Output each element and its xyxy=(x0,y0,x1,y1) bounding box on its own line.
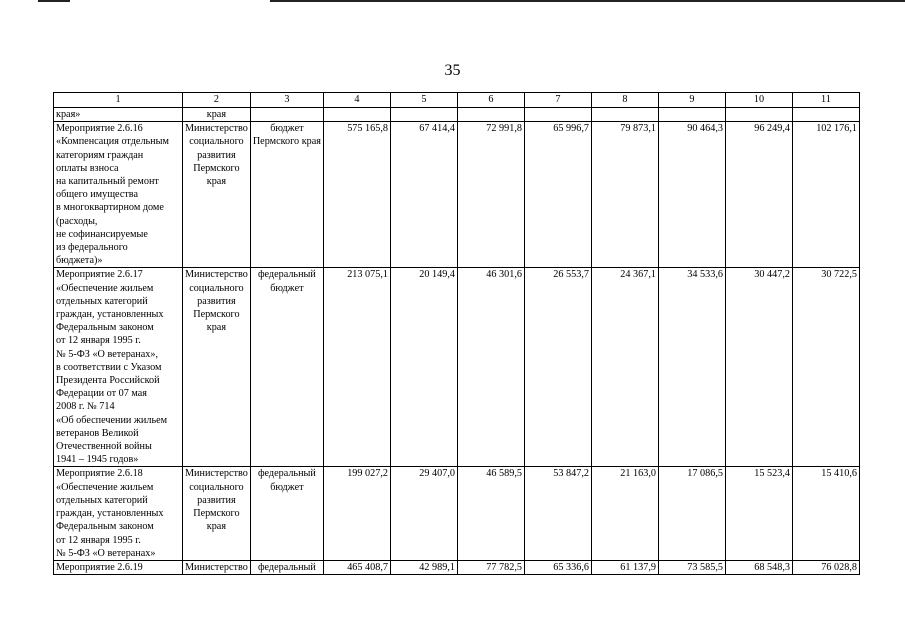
cell-text-line: социального xyxy=(189,136,244,148)
responsible-party-cell xyxy=(183,108,251,122)
cell-text-line: Министерство xyxy=(185,123,248,135)
cell-text-line: (расходы, xyxy=(56,215,98,227)
amount-cell: 72 991,8 xyxy=(457,122,524,268)
responsible-party-cell xyxy=(183,122,251,268)
amount-cell: 65 336,6 xyxy=(524,560,591,574)
activity-name-cell xyxy=(54,122,183,268)
funding-source-cell xyxy=(250,467,323,560)
funding-source-cell xyxy=(250,108,323,122)
funding-source-cell xyxy=(250,268,323,467)
amount-cell: 17 086,5 xyxy=(658,467,725,560)
cell-text-line: Федеральным законом xyxy=(56,521,154,533)
amount-cell xyxy=(457,108,524,122)
amount-cell: 79 873,1 xyxy=(591,122,658,268)
column-number-cell: 7 xyxy=(524,93,591,108)
cell-text-line: Мероприятие 2.6.17 xyxy=(56,269,143,281)
cell-text-line: края xyxy=(206,176,227,188)
amount-cell: 34 533,6 xyxy=(658,268,725,467)
activity-name-cell xyxy=(54,467,183,560)
cell-text-line: Пермского xyxy=(193,508,240,520)
cell-text-line: Министерство xyxy=(185,468,248,480)
cell-text-line: «Обеспечение жильем xyxy=(56,481,154,493)
cell-text-line: края xyxy=(206,109,227,120)
column-number-cell: 5 xyxy=(390,93,457,108)
activity-name-cell xyxy=(54,560,183,574)
cell-text-line: федеральный xyxy=(257,561,316,573)
cell-text-line: развития xyxy=(197,295,236,307)
cell-text-line: федеральный xyxy=(257,468,316,480)
column-number-header-row xyxy=(54,93,860,108)
cell-text-line: Мероприятие 2.6.18 xyxy=(56,468,143,480)
amount-cell: 29 407,0 xyxy=(390,467,457,560)
amount-cell xyxy=(390,108,457,122)
cell-text-line: социального xyxy=(189,282,244,294)
cell-text-line: от 12 января 1995 г. xyxy=(56,534,141,546)
amount-cell: 26 553,7 xyxy=(524,268,591,467)
amount-cell: 24 367,1 xyxy=(591,268,658,467)
column-number-cell: 6 xyxy=(457,93,524,108)
amount-cell: 199 027,2 xyxy=(323,467,390,560)
cell-text-line: развития xyxy=(197,494,236,506)
column-number-cell: 11 xyxy=(792,93,859,108)
top-right-edge-line xyxy=(270,0,905,2)
amount-cell: 465 408,7 xyxy=(323,560,390,574)
funding-source-cell xyxy=(250,560,323,574)
column-number-cell: 3 xyxy=(250,93,323,108)
cell-text-line: края» xyxy=(56,109,81,120)
amount-cell: 65 996,7 xyxy=(524,122,591,268)
cell-text-line: Министерство xyxy=(185,269,248,281)
amount-cell: 30 722,5 xyxy=(792,268,859,467)
amount-cell: 68 548,3 xyxy=(725,560,792,574)
amount-cell: 102 176,1 xyxy=(792,122,859,268)
responsible-party-cell xyxy=(183,467,251,560)
cell-text-line: не софинансируемые xyxy=(56,228,148,240)
amount-cell xyxy=(725,108,792,122)
column-number-cell: 9 xyxy=(658,93,725,108)
activity-name-cell xyxy=(54,268,183,467)
amount-cell: 15 410,6 xyxy=(792,467,859,560)
amount-cell: 575 165,8 xyxy=(323,122,390,268)
budget-table xyxy=(53,92,860,575)
cell-text-line: № 5-ФЗ «О ветеранах», xyxy=(56,348,159,360)
amount-cell xyxy=(658,108,725,122)
cell-text-line: отдельных категорий xyxy=(56,494,148,506)
column-number-cell: 2 xyxy=(183,93,251,108)
cell-text-line: от 12 января 1995 г. xyxy=(56,335,141,347)
amount-cell: 90 464,3 xyxy=(658,122,725,268)
amount-cell xyxy=(591,108,658,122)
cell-text-line: края xyxy=(206,521,227,533)
amount-cell: 96 249,4 xyxy=(725,122,792,268)
cell-text-line: общего имущества xyxy=(56,189,138,201)
cell-text-line: бюджета)» xyxy=(56,255,103,267)
cell-text-line: отдельных категорий xyxy=(56,295,148,307)
cell-text-line: края xyxy=(206,322,227,334)
amount-cell: 61 137,9 xyxy=(591,560,658,574)
amount-cell: 42 989,1 xyxy=(390,560,457,574)
amount-cell xyxy=(792,108,859,122)
cell-text-line: в соответствии с Указом xyxy=(56,361,162,373)
cell-text-line: Президента Российской xyxy=(56,375,160,387)
column-number-cell: 8 xyxy=(591,93,658,108)
cell-text-line: категориям граждан xyxy=(56,149,144,161)
cell-text-line: граждан, установленных xyxy=(56,508,164,520)
amount-cell: 21 163,0 xyxy=(591,467,658,560)
page-number: 35 xyxy=(444,62,461,79)
cell-text-line: Федерации от 07 мая xyxy=(56,388,147,400)
amount-cell: 15 523,4 xyxy=(725,467,792,560)
column-number-cell: 10 xyxy=(725,93,792,108)
amount-cell: 213 075,1 xyxy=(323,268,390,467)
cell-text-line: ветеранов Великой xyxy=(56,427,139,439)
cell-text-line: на капитальный ремонт xyxy=(56,176,159,188)
cell-text-line: Министерство xyxy=(185,561,248,573)
cell-text-line: Мероприятие 2.6.16 xyxy=(56,123,143,135)
cell-text-line: «Об обеспечении жильем xyxy=(56,414,168,426)
amount-cell: 73 585,5 xyxy=(658,560,725,574)
amount-cell: 46 301,6 xyxy=(457,268,524,467)
cell-text-line: 1941 – 1945 годов» xyxy=(56,454,139,466)
cell-text-line: бюджет xyxy=(270,481,304,493)
cell-text-line: оплаты взноса xyxy=(56,162,119,174)
column-number-cell: 4 xyxy=(323,93,390,108)
cell-text-line: Пермского xyxy=(193,309,240,321)
cell-text-line: бюджет xyxy=(270,123,304,135)
table-row xyxy=(54,467,860,560)
cell-text-line: Федеральным законом xyxy=(56,322,154,334)
table-row xyxy=(54,268,860,467)
cell-text-line: в многоквартирном доме xyxy=(56,202,164,214)
cell-text-line: «Компенсация отдельным xyxy=(56,136,169,148)
cell-text-line: федеральный xyxy=(257,269,316,281)
activity-name-cell xyxy=(54,108,183,122)
amount-cell: 20 149,4 xyxy=(390,268,457,467)
cell-text-line: 2008 г. № 714 xyxy=(56,401,115,413)
table-row xyxy=(54,560,860,574)
amount-cell: 30 447,2 xyxy=(725,268,792,467)
amount-cell xyxy=(323,108,390,122)
amount-cell: 46 589,5 xyxy=(457,467,524,560)
column-number-cell: 1 xyxy=(54,93,183,108)
cell-text-line: граждан, установленных xyxy=(56,309,164,321)
funding-source-cell xyxy=(250,122,323,268)
cell-text-line: из федерального xyxy=(56,242,128,254)
amount-cell: 53 847,2 xyxy=(524,467,591,560)
cell-text-line: Пермского края xyxy=(252,136,321,148)
cell-text-line: Отечественной войны xyxy=(56,441,152,453)
top-left-edge-line xyxy=(38,0,70,2)
responsible-party-cell xyxy=(183,268,251,467)
cell-text-line: «Обеспечение жильем xyxy=(56,282,154,294)
amount-cell: 76 028,8 xyxy=(792,560,859,574)
table-row xyxy=(54,108,860,122)
cell-text-line: развития xyxy=(197,149,236,161)
cell-text-line: социального xyxy=(189,481,244,493)
table-row xyxy=(54,122,860,268)
amount-cell: 77 782,5 xyxy=(457,560,524,574)
amount-cell xyxy=(524,108,591,122)
cell-text-line: № 5-ФЗ «О ветеранах» xyxy=(56,547,156,559)
amount-cell: 67 414,4 xyxy=(390,122,457,268)
cell-text-line: бюджет xyxy=(270,282,304,294)
cell-text-line: Пермского xyxy=(193,162,240,174)
responsible-party-cell xyxy=(183,560,251,574)
cell-text-line: Мероприятие 2.6.19 xyxy=(56,561,143,573)
